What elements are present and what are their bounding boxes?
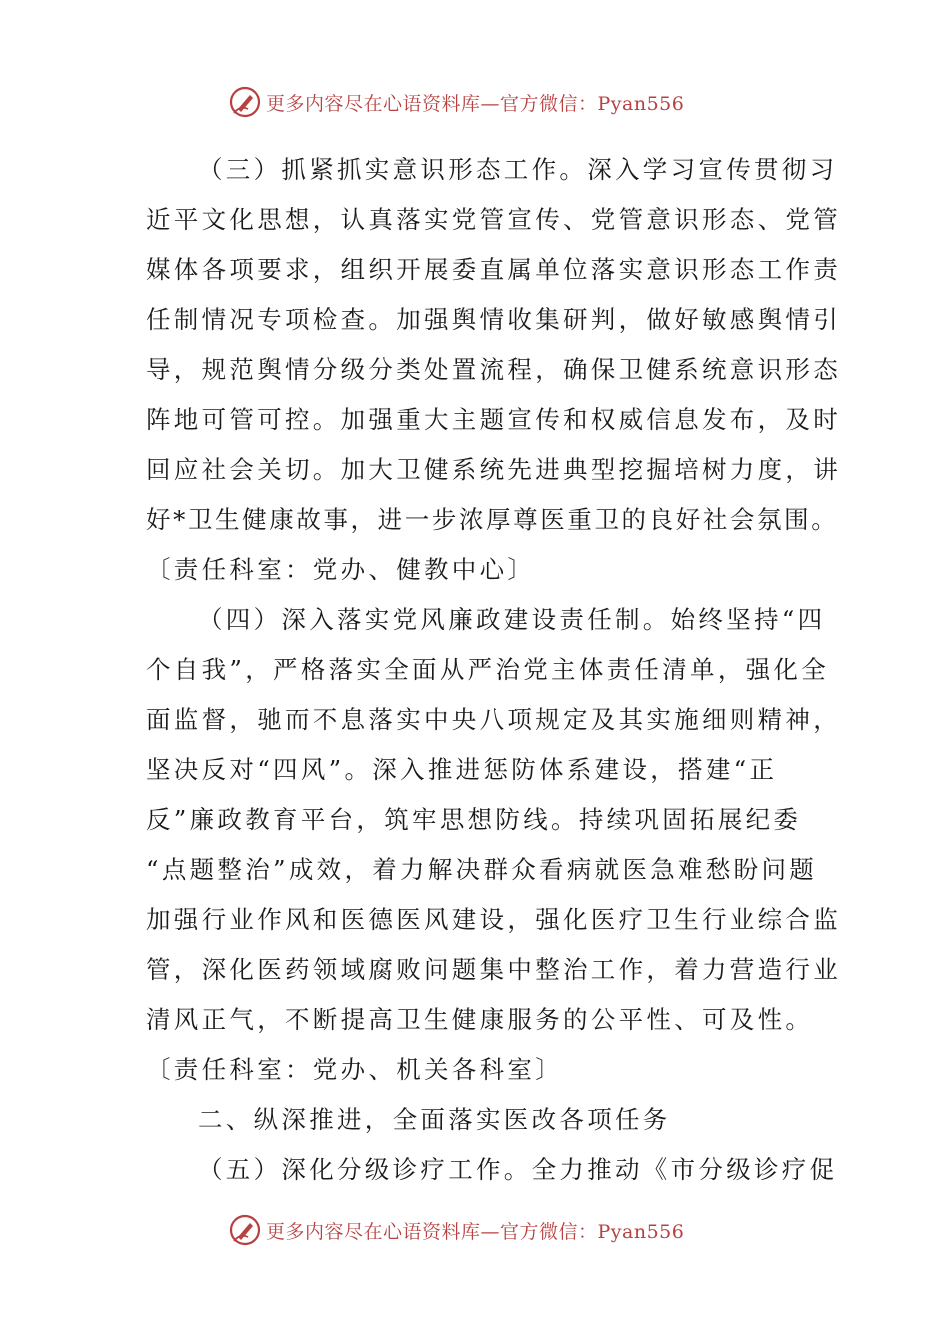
text-line: 面监督，驰而不息落实中央八项规定及其实施细则精神， (146, 705, 841, 734)
text-line: （五）深化分级诊疗工作。全力推动《市分级诊疗促 (198, 1155, 838, 1184)
text-line: （三）抓紧抓实意识形态工作。深入学习宣传贯彻习 (198, 155, 838, 184)
footer-watermark-banner (228, 1210, 748, 1250)
text-line: 阵地可管可控。加强重大主题宣传和权威信息发布，及时 (146, 405, 841, 434)
responsibility-note: 〔责任科室：党办、机关各科室〕 (146, 1055, 563, 1084)
text-line: 加强行业作风和医德医风建设，强化医疗卫生行业综合监 (146, 905, 841, 934)
pen-logo-icon (228, 1213, 262, 1247)
header-banner-text: 更多内容尽在心语资料库—官方微信：Pyan556 (266, 92, 685, 115)
responsibility-note: 〔责任科室：党办、健教中心〕 (146, 555, 536, 584)
text-line: 坚决反对“四风”。深入推进惩防体系建设，搭建“正 (146, 755, 778, 784)
text-line: 导，规范舆情分级分类处置流程，确保卫健系统意识形态 (146, 355, 841, 384)
text-line: “点题整治”成效，着力解决群众看病就医急难愁盼问题 (146, 855, 818, 884)
footer-banner-text: 更多内容尽在心语资料库—官方微信：Pyan556 (266, 1220, 685, 1243)
header-watermark-banner (228, 82, 748, 122)
pen-logo-icon (228, 85, 262, 119)
text-line: 回应社会关切。加大卫健系统先进典型挖掘培树力度，讲 (146, 455, 841, 484)
text-line: 近平文化思想，认真落实党管宣传、党管意识形态、党管 (146, 205, 841, 234)
document-body (146, 145, 841, 1195)
text-line: 管，深化医药领域腐败问题集中整治工作，着力营造行业 (146, 955, 841, 984)
text-line: （四）深入落实党风廉政建设责任制。始终坚持“四 (198, 605, 826, 634)
section-heading: 二、纵深推进，全面落实医改各项任务 (198, 1105, 671, 1134)
text-line: 任制情况专项检查。加强舆情收集研判，做好敏感舆情引 (146, 305, 841, 334)
text-line: 个自我”，严格落实全面从严治党主体责任清单，强化全 (146, 655, 830, 684)
text-line: 好*卫生健康故事，进一步浓厚尊医重卫的良好社会氛围。 (146, 505, 839, 534)
text-line: 反”廉政教育平台，筑牢思想防线。持续巩固拓展纪委 (146, 805, 802, 834)
text-line: 媒体各项要求，组织开展委直属单位落实意识形态工作责 (146, 255, 841, 284)
text-line: 清风正气，不断提高卫生健康服务的公平性、可及性。 (146, 1005, 814, 1034)
